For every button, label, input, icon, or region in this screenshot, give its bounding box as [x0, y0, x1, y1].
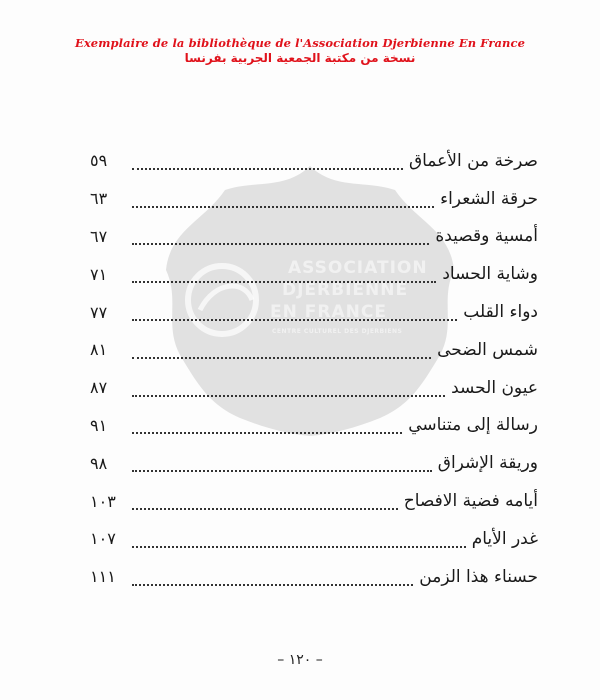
- toc-page-number: ٨٧: [90, 378, 108, 398]
- toc-leader-dots: [132, 196, 434, 208]
- toc-row: [90, 482, 538, 520]
- toc-row: [90, 180, 538, 218]
- toc-page-number: ١١١: [90, 567, 116, 587]
- toc-title: وشاية الحساد: [442, 264, 538, 285]
- toc-leader-dots: [132, 385, 445, 397]
- toc-leader-dots: [132, 536, 466, 548]
- header-arabic-line: نسخة من مكتبة الجمعية الجربية بفرنسا: [184, 51, 416, 65]
- toc-page-number: ٩٨: [90, 453, 108, 473]
- toc-leader-dots: [132, 460, 432, 472]
- toc-row: [90, 558, 538, 596]
- toc-leader-dots: [132, 422, 402, 434]
- toc-title: أمسية وقصيدة: [435, 226, 538, 247]
- toc-row: [90, 520, 538, 558]
- toc-row: [90, 331, 538, 369]
- toc-leader-dots: [132, 498, 398, 510]
- toc-leader-dots: [132, 574, 413, 586]
- toc-title: أيامه فضية الافصاح: [403, 491, 538, 512]
- toc-row: [90, 142, 538, 180]
- toc-page-number: ٥٩: [90, 151, 108, 171]
- watermark-line-3: EN FRANCE: [270, 302, 387, 322]
- table-of-contents: [90, 142, 538, 596]
- toc-row: [90, 369, 538, 407]
- toc-page-number: ٧١: [90, 264, 108, 284]
- toc-leader-dots: [132, 347, 431, 359]
- toc-leader-dots: [132, 271, 436, 283]
- toc-page-number: ١٠٣: [90, 491, 116, 511]
- toc-title: حسناء هذا الزمن: [419, 566, 538, 587]
- toc-title: شمس الضحى: [437, 339, 538, 360]
- toc-leader-dots: [132, 309, 457, 321]
- toc-page-number: ٧٧: [90, 302, 108, 322]
- toc-title: عيون الحسد: [451, 377, 538, 398]
- watermark-line-2: DJERBIENNE: [282, 280, 409, 300]
- toc-leader-dots: [132, 233, 429, 245]
- toc-title: صرخة من الأعماق: [408, 150, 538, 171]
- toc-row: [90, 218, 538, 256]
- toc-row: [90, 407, 538, 445]
- watermark-line-1: ASSOCIATION: [288, 258, 428, 278]
- toc-title: حرقة الشعراء: [440, 188, 538, 209]
- toc-page-number: ٦٧: [90, 226, 108, 246]
- toc-title: وريقة الإشراق: [437, 453, 538, 474]
- toc-row: [90, 293, 538, 331]
- toc-page-number: ٨١: [90, 340, 108, 360]
- watermark-tagline: CENTRE CULTUREL DES DJERBIENS: [272, 328, 403, 335]
- toc-title: غدر الأيام: [471, 528, 538, 549]
- toc-title: رسالة إلى متناسي: [408, 415, 538, 436]
- page-number-footer: – ١٢٠ –: [277, 652, 323, 668]
- header-french-line: Exemplaire de la bibliothèque de l'Association Djerbienne En France: [74, 36, 526, 50]
- library-stamp-header: [0, 36, 600, 66]
- toc-page-number: ٩١: [90, 415, 108, 435]
- toc-row: [90, 255, 538, 293]
- toc-row: [90, 444, 538, 482]
- toc-title: دواء القلب: [463, 302, 538, 323]
- toc-leader-dots: [132, 158, 403, 170]
- toc-page-number: ٦٣: [90, 189, 108, 209]
- toc-page-number: ١٠٧: [90, 529, 116, 549]
